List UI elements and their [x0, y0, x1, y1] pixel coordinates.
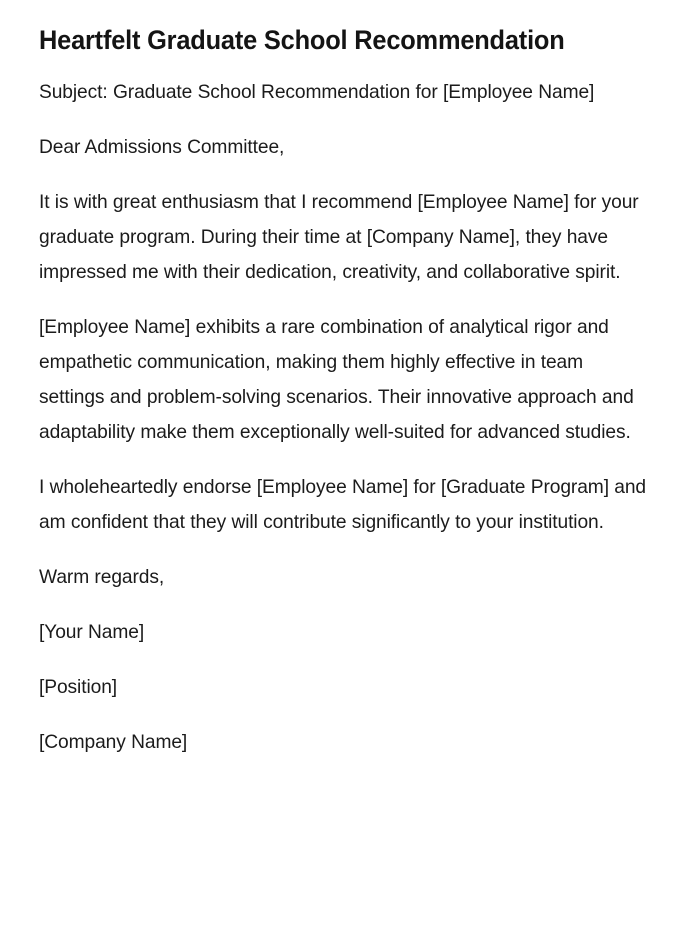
- page-title: Heartfelt Graduate School Recommendation: [39, 25, 565, 55]
- paragraph-subject: Subject: Graduate School Recommendation for [Employee Name]: [39, 81, 595, 103]
- paragraph-salutation: Dear Admissions Committee,: [39, 136, 285, 158]
- paragraph-intro: It is with great enthusiasm that I recommend [Employee Name] for your graduate program. During their time at [Company Name], they have impressed me with their dedication, creativity, and collaborative spirit.: [39, 191, 639, 283]
- letter-body: [39, 75, 661, 760]
- paragraph-signoff: Warm regards,: [39, 566, 165, 588]
- signature-name: [Your Name]: [39, 621, 145, 643]
- paragraph-qualities: [Employee Name] exhibits a rare combination of analytical rigor and empathetic communication, making them highly effective in team settings and problem-solving scenarios. Their innovative approach and adaptability make them exceptionally well-suited for advanced studies.: [39, 316, 634, 443]
- signature-position: [Position]: [39, 676, 118, 698]
- paragraph-endorsement: I wholeheartedly endorse [Employee Name] for [Graduate Program] and am confident that they will contribute significantly to your institution.: [39, 476, 647, 533]
- signature-company: [Company Name]: [39, 731, 188, 753]
